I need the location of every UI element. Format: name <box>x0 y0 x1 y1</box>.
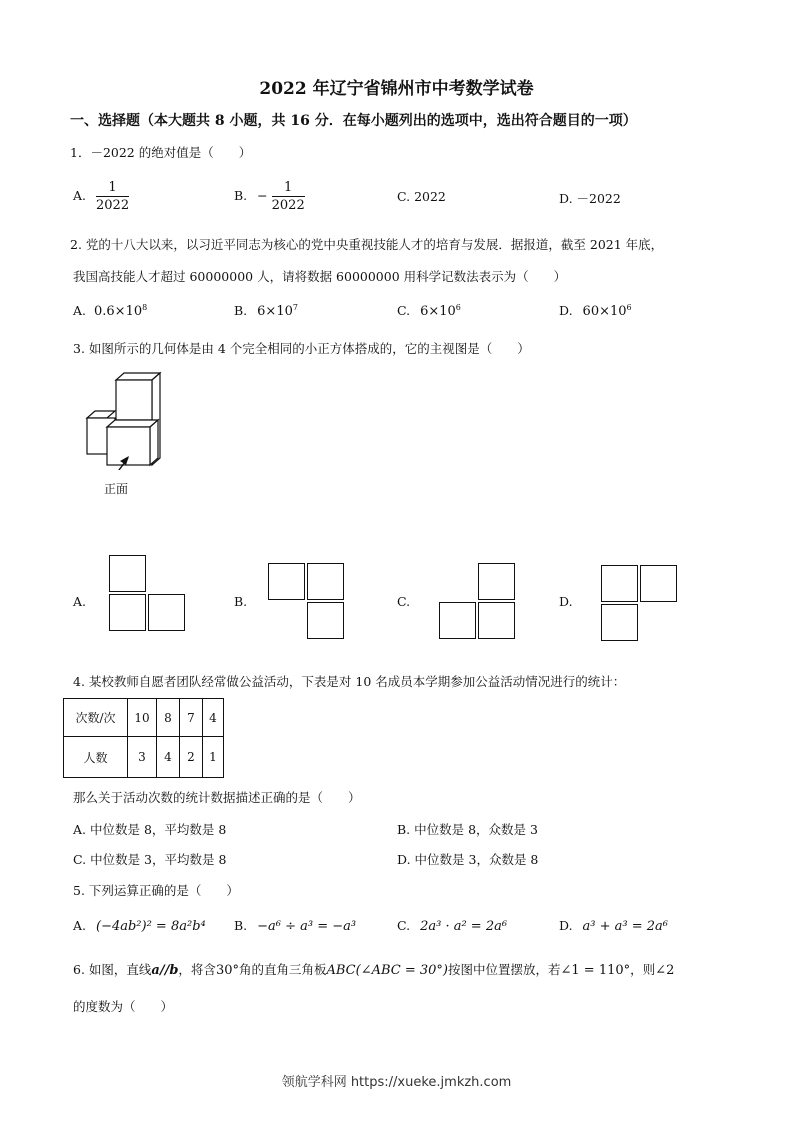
q2-b-label: B. <box>234 303 248 319</box>
q2-a-base: 0.6×10 <box>94 304 143 320</box>
section-heading: 一、选择题（本大题共 8 小题，共 16 分．在每小题列出的选项中，选出符合题目的一项） <box>70 113 637 129</box>
q5-d-expr: a³ + a³ = 2a⁶ <box>582 919 669 934</box>
table-cell: 2 <box>180 737 203 778</box>
q3-d-square <box>601 604 638 641</box>
q2-stem-line2: 我国高技能人才超过 60000000 人，请将数据 60000000 用科学记数法表示为（ ） <box>73 269 567 284</box>
q6-text: ，将含 <box>178 962 216 977</box>
q3-option-b-label: B. <box>234 594 248 609</box>
table-row <box>64 737 224 778</box>
q3-d-square <box>640 565 677 602</box>
q2-c-label: C. <box>397 303 411 319</box>
q3-a-square <box>109 555 146 592</box>
q6-ab: a//b <box>151 963 179 978</box>
q6-text: ，则 <box>630 962 656 977</box>
q3-a-square <box>148 594 185 631</box>
paper-title: 2022 年辽宁省锦州市中考数学试卷 <box>259 79 534 99</box>
q1-b-label: B. <box>234 188 248 203</box>
q1-stem: 1．－2022 的绝对值是（ ） <box>70 145 252 160</box>
front-label: 正面 <box>104 482 129 496</box>
q3-c-square <box>478 563 515 600</box>
q5-a-expr: (−4ab²)² = 8a²b⁴ <box>96 919 206 934</box>
q5-b-label: B. <box>234 918 248 933</box>
table-row <box>64 699 224 737</box>
q3-b-square <box>307 563 344 600</box>
q6-angle2: ∠2 <box>655 963 675 978</box>
q2-c-base: 6×10 <box>420 304 456 320</box>
cube-front-face <box>107 427 150 465</box>
q5-c-label: C. <box>397 918 411 933</box>
cube-left-top <box>87 411 115 418</box>
q5-d-label: D. <box>559 918 573 933</box>
table-cell: 4 <box>203 699 224 737</box>
q2-d-exp: 6 <box>626 303 632 312</box>
q5-b-expr: −a⁶ ÷ a³ = −a³ <box>257 919 357 934</box>
q3-c-square <box>439 602 476 639</box>
q4-option-b: B. 中位数是 8，众数是 3 <box>397 822 538 837</box>
table-cell: 1 <box>203 737 224 778</box>
cube-solid-figure <box>80 370 170 470</box>
cube-front-side <box>150 420 158 465</box>
table-cell: 4 <box>157 737 180 778</box>
q6-angle1: ∠1 = 110° <box>560 963 631 978</box>
q2-a-exp: 8 <box>142 303 148 312</box>
q2-b-base: 6×10 <box>257 304 293 320</box>
q6-text: 按图中位置摆放，若 <box>448 962 561 977</box>
q1-option-c: C. 2022 <box>397 189 446 204</box>
q6-text: 角的直角三角板 <box>238 962 327 977</box>
table-cell: 人数 <box>64 737 128 778</box>
q3-option-a-label: A. <box>73 594 87 609</box>
q4-option-c: C. 中位数是 3，平均数是 8 <box>73 852 227 867</box>
table-cell: 10 <box>128 699 157 737</box>
q5-option-c <box>397 918 507 934</box>
q1-b-sign: − <box>257 188 268 203</box>
q2-option-d <box>559 303 632 319</box>
table-cell: 次数/次 <box>64 699 128 737</box>
q1-option-b <box>234 180 305 213</box>
q1-b-denominator: 2022 <box>271 198 305 213</box>
cube-upper-front <box>116 380 152 420</box>
q4-question: 那么关于活动次数的统计数据描述正确的是（ ） <box>73 790 361 805</box>
q3-b-square <box>307 602 344 639</box>
q1-a-label: A. <box>73 188 87 203</box>
q3-stem: 3. 如图所示的几何体是由 4 个完全相同的小正方体搭成的，它的主视图是（ ） <box>73 341 530 356</box>
q1-option-a <box>73 180 129 213</box>
q6-text: 6. 如图，直线 <box>73 962 152 977</box>
q5-option-a <box>73 918 206 934</box>
footer-watermark: 领航学科网 https://xueke.jmkzh.com <box>281 1075 512 1090</box>
q1-option-d: D. －2022 <box>559 191 621 206</box>
q4-stem: 4. 某校教师自愿者团队经常做公益活动，下表是对 10 名成员本学期参加公益活动情况进行的统计： <box>73 674 626 689</box>
q2-option-b <box>234 303 298 319</box>
q2-d-base: 60×10 <box>582 304 627 320</box>
q4-stat-table <box>63 698 224 778</box>
q2-a-label: A. <box>73 303 87 319</box>
q3-option-c-label: C. <box>397 594 411 609</box>
q6-deg30: 30° <box>215 963 239 978</box>
q2-option-c <box>397 303 461 319</box>
q5-option-d <box>559 918 668 934</box>
q4-option-d: D. 中位数是 3，众数是 8 <box>397 852 539 867</box>
table-cell: 7 <box>180 699 203 737</box>
q2-c-exp: 6 <box>455 303 461 312</box>
q5-stem: 5. 下列运算正确的是（ ） <box>73 883 239 898</box>
q6-stem-line2: 的度数为（ ） <box>73 999 174 1014</box>
q2-stem-line1: 2. 党的十八大以来，以习近平同志为核心的党中央重视技能人才的培育与发展．据报道，截至 2021 年底， <box>70 237 664 252</box>
q3-a-square <box>109 594 146 631</box>
q5-a-label: A. <box>73 918 87 933</box>
q3-c-square <box>478 602 515 639</box>
q3-d-square <box>601 565 638 602</box>
table-cell: 3 <box>128 737 157 778</box>
q5-c-expr: 2a³ · a² = 2a⁶ <box>420 919 508 934</box>
q2-b-exp: 7 <box>292 303 298 312</box>
q2-d-label: D. <box>559 303 573 319</box>
q3-b-square <box>268 563 305 600</box>
q3-option-d-label: D. <box>559 594 573 609</box>
q4-option-a: A. 中位数是 8，平均数是 8 <box>73 822 227 837</box>
table-cell: 8 <box>157 699 180 737</box>
q1-b-numerator: 1 <box>272 180 305 197</box>
q6-stem-line1 <box>73 960 674 978</box>
q6-abc: ABC(∠ABC = 30°) <box>326 963 448 978</box>
q1-a-denominator: 2022 <box>96 198 130 213</box>
q5-option-b <box>234 918 356 934</box>
q2-option-a <box>73 303 147 319</box>
q1-a-numerator: 1 <box>96 180 129 197</box>
